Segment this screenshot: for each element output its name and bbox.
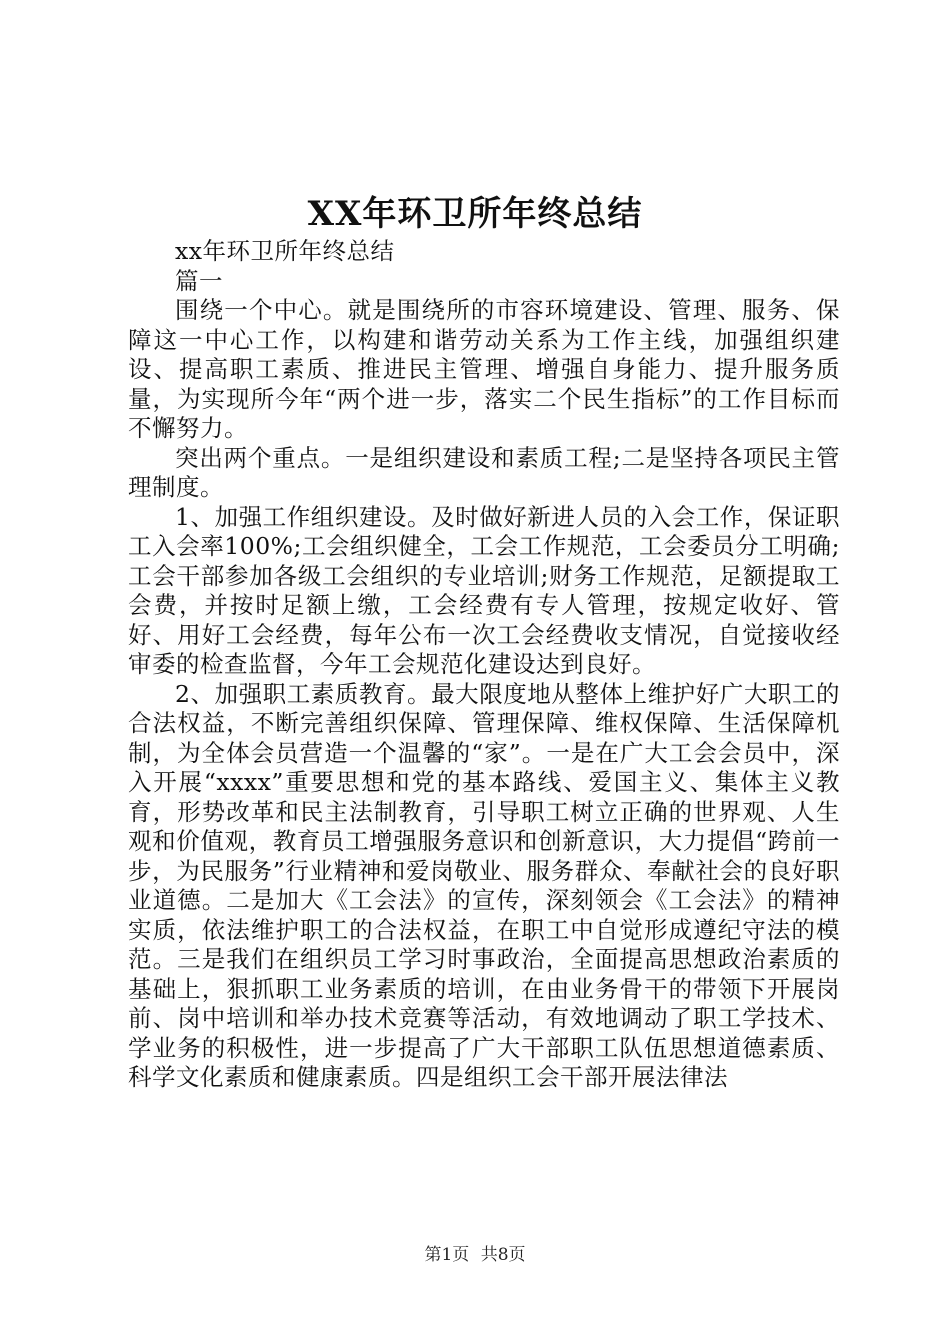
body-paragraph: 围绕一个中心。就是围绕所的市容环境建设、管理、服务、保障这一中心工作，以构建和谐劳动关系为工作主线，加强组织建设、提高职工素质、推进民主管理、增强自身能力、提升服务质量，为实现所今年“两个进一步，落实二个民生指标”的工作目标而不懈努力。 [128,296,840,442]
body-paragraph: 突出两个重点。一是组织建设和素质工程;二是坚持各项民主管理制度。 [128,443,840,501]
body-paragraph: 2、加强职工素质教育。最大限度地从整体上维护好广大职工的合法权益，不断完善组织保障、管理保障、维权保障、生活保障机制，为全体会员营造一个温馨的“家”。一是在广大工会会员中，深入开展“xxxx”重要思想和党的基本路线、爱国主义、集体主义教育，形势改革和民主法制教育，引导职工树立正确的世界观、人生观和价值观，教育员工增强服务意识和创新意识，大力提倡“跨前一步，为民服务”行业精神和爱岗敬业、服务群众、奉献社会的良好职业道德。二是加大《工会法》的宣传，深刻领会《工会法》的精神实质，依法维护职工的合法权益，在职工中自觉形成遵纪守法的模范。三是我们在组织员工学习时事政治，全面提高思想政治素质的基础上，狠抓职工业务素质的培训，在由业务骨干的带领下开展岗前、岗中培训和举办技术竞赛等活动，有效地调动了职工学技术、学业务的积极性，进一步提高了广大干部职工队伍思想道德素质、科学文化素质和健康素质。四是组织工会干部开展法律法 [128,679,840,1091]
document-title: XX年环卫所年终总结 [307,194,643,234]
body-paragraph: 1、加强工作组织建设。及时做好新进人员的入会工作，保证职工入会率100%;工会组织健全，工会工作规范，工会委员分工明确;工会干部参加各级工会组织的专业培训;财务工作规范，足额提取工会费，并按时足额上缴，工会经费有专人管理，按规定收好、管好、用好工会经费，每年公布一次工会经费收支情况，自觉接收经审委的检查监督，今年工会规范化建设达到良好。 [128,502,840,678]
subtitle-paragraph: xx年环卫所年终总结 [175,237,395,265]
page-number: 第1页 [424,1245,470,1265]
page-footer [0,1240,950,1265]
page-total: 共8页 [480,1245,526,1265]
document-body [128,237,840,1093]
section-label-paragraph: 篇一 [175,266,223,295]
